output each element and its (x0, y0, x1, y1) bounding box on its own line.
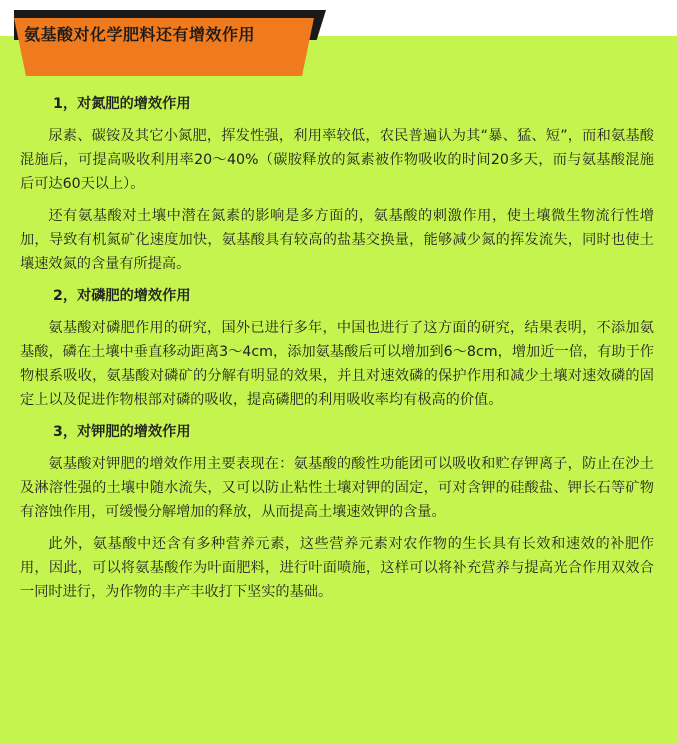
paragraph-phosphorus-1: 氨基酸对磷肥作用的研究，国外已进行多年，中国也进行了这方面的研究，结果表明，不添加氨基酸，磷在土壤中垂直移动距离3～4cm，添加氨基酸后可以增加到6～8cm，增加近一倍，有助于作物根系吸收，氨基酸对磷矿的分解有明显的效果，并且对速效磷的保护作用和减少土壤对速效磷的固定上以及促进作物根部对磷的吸收，提高磷肥的利用吸收率均有极高的价值。 (20, 320, 654, 408)
article-body (20, 92, 654, 604)
banner-title: 氨基酸对化学肥料还有增效作用 (24, 25, 256, 44)
paragraph-nitrogen-2: 还有氨基酸对土壤中潜在氮素的影响是多方面的，氨基酸的刺激作用，使土壤微生物流行性增加，导致有机氮矿化速度加快，氨基酸具有较高的盐基交换量，能够减少氮的挥发流失，同时也使土壤速效氮的含量有所提高。 (20, 208, 654, 272)
section-heading-nitrogen: 1，对氮肥的增效作用 (53, 96, 191, 112)
paragraph-potassium-2: 此外，氨基酸中还含有多种营养元素，这些营养元素对农作物的生长具有长效和速效的补肥作用，因此，可以将氨基酸作为叶面肥料，进行叶面喷施，这样可以将补充营养与提高光合作用双效合一同时进行，为作物的丰产丰收打下坚实的基础。 (20, 536, 654, 600)
paragraph-nitrogen-1: 尿素、碳铵及其它小氮肥，挥发性强，利用率较低，农民普遍认为其“暴、猛、短”，而和氨基酸混施后，可提高吸收利用率20～40%（碳胺释放的氮素被作物吸收的时间20多天，而与氨基酸混施后可达60天以上）。 (20, 128, 654, 192)
paragraph-potassium-1: 氨基酸对钾肥的增效作用主要表现在：氨基酸的酸性功能团可以吸收和贮存钾离子，防止在沙土及淋溶性强的土壤中随水流失，又可以防止粘性土壤对钾的固定，可对含钾的硅酸盐、钾长石等矿物有溶蚀作用，可缓慢分解增加的释放，从而提高土壤速效钾的含量。 (20, 456, 654, 520)
section-heading-phosphorus: 2，对磷肥的增效作用 (53, 288, 191, 304)
section-heading-potassium: 3，对钾肥的增效作用 (53, 424, 191, 440)
